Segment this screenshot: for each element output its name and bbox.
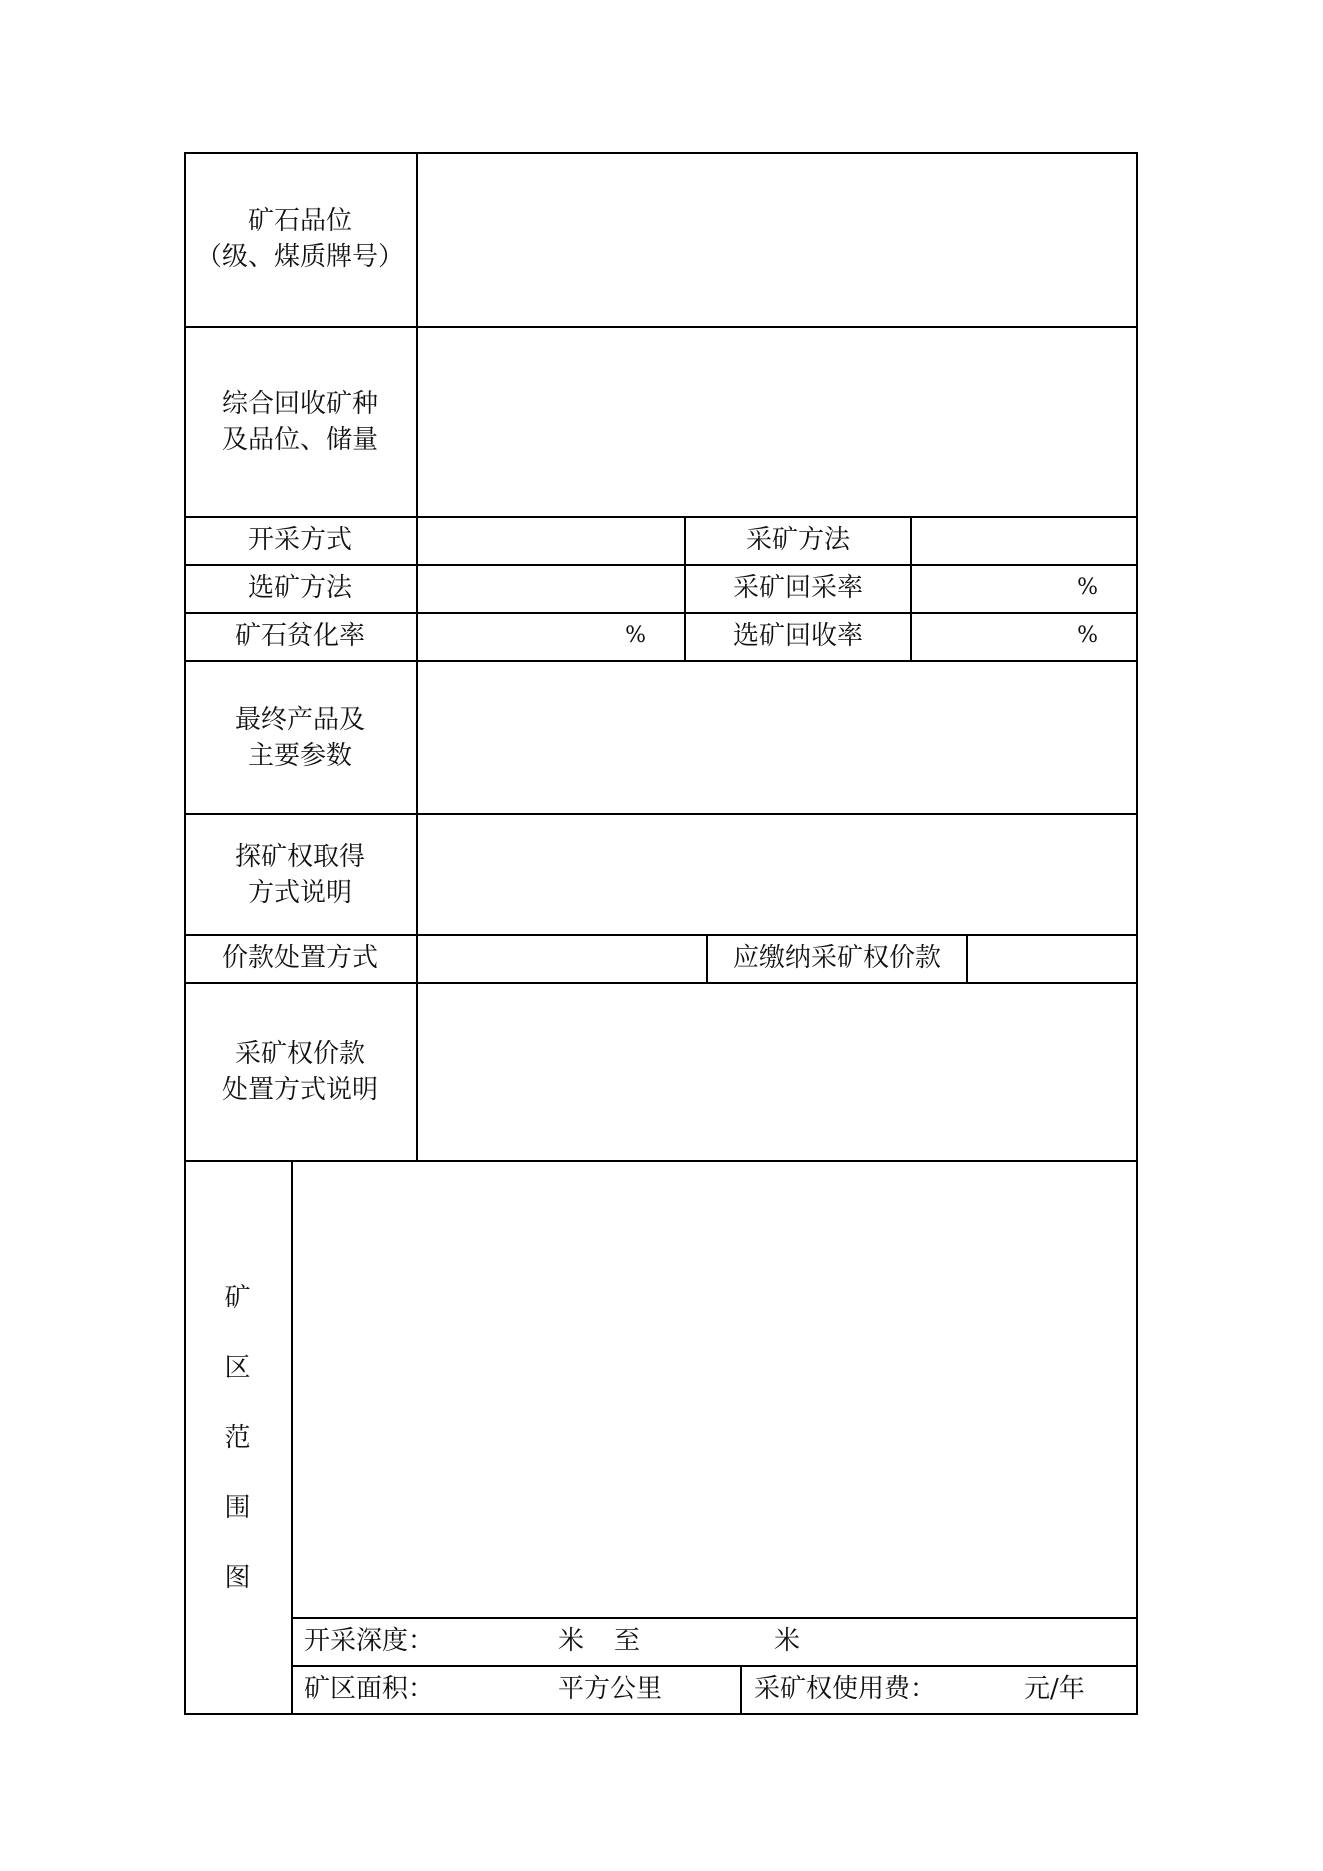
- price-disposal-explain-field[interactable]: [418, 984, 1136, 1160]
- exploration-right-field[interactable]: [418, 815, 1136, 934]
- recovered-minerals-field[interactable]: [418, 328, 1136, 516]
- mining-area-map-label: [184, 1162, 291, 1714]
- price-disposal-field[interactable]: [418, 936, 706, 982]
- mining-depth-label: 开采深度：: [304, 1626, 435, 1656]
- recovered-minerals-label-line2: 及品位、储量: [221, 425, 378, 455]
- ore-grade-label: [184, 152, 416, 326]
- price-explain-label-line1: 采矿权价款: [234, 1039, 365, 1069]
- map-label-char: 矿: [224, 1283, 251, 1313]
- beneficiation-method-label: 选矿方法: [247, 573, 352, 603]
- usage-fee-label: 采矿权使用费：: [754, 1674, 937, 1704]
- price-disposal-label: 价款处置方式: [221, 943, 378, 973]
- beneficiation-method-field[interactable]: [418, 566, 684, 612]
- depth-unit-meter: 米: [774, 1626, 801, 1656]
- exploration-right-label-line1: 探矿权取得: [234, 841, 365, 872]
- map-label-char: 区: [224, 1353, 251, 1383]
- exploration-right-label: [184, 815, 416, 934]
- price-disposal-explain-label: [184, 984, 416, 1160]
- payable-price-label: 应缴纳采矿权价款: [732, 943, 941, 973]
- mining-mode-field[interactable]: [418, 518, 684, 564]
- map-label-char: 图: [224, 1563, 251, 1593]
- map-label-char: 围: [224, 1493, 251, 1523]
- usage-fee-field[interactable]: [939, 1667, 1009, 1713]
- mining-area-size-field[interactable]: [434, 1667, 554, 1713]
- ore-grade-label-line2: （级、煤质牌号）: [195, 242, 404, 272]
- depth-unit-meter: 米: [558, 1626, 585, 1656]
- ore-dilution-rate-field[interactable]: [418, 612, 684, 660]
- usage-fee-unit: 元/年: [1024, 1674, 1085, 1704]
- beneficiation-recovery-rate-field[interactable]: [912, 612, 1136, 660]
- mining-area-size-label: 矿区面积：: [304, 1674, 435, 1704]
- final-product-label: [184, 662, 416, 813]
- recovered-minerals-label-line1: 综合回收矿种: [221, 389, 378, 419]
- table-border-bottom: [184, 1713, 1138, 1715]
- percent-unit: %: [1077, 623, 1098, 648]
- map-label-char: 范: [224, 1423, 251, 1453]
- exploration-right-label-line2: 方式说明: [247, 877, 352, 908]
- depth-to-label: 至: [614, 1626, 641, 1656]
- payable-price-field[interactable]: [968, 936, 1136, 982]
- column-divider: [740, 1665, 742, 1714]
- final-product-label-line2: 主要参数: [247, 740, 352, 771]
- mining-depth-from-field[interactable]: [434, 1619, 554, 1665]
- mining-rights-form-table: [184, 152, 1138, 1714]
- table-border-right: [1136, 152, 1138, 1714]
- ore-dilution-rate-label: 矿石贫化率: [234, 621, 365, 651]
- mining-method-field[interactable]: [912, 518, 1136, 564]
- mining-depth-to-field[interactable]: [654, 1619, 764, 1665]
- mining-area-map-field[interactable]: [293, 1162, 1136, 1617]
- price-explain-label-line2: 处置方式说明: [221, 1075, 378, 1105]
- mining-recovery-rate-label: 采矿回采率: [732, 573, 863, 603]
- final-product-field[interactable]: [418, 662, 1136, 813]
- mining-method-label: 采矿方法: [745, 525, 850, 555]
- area-unit: 平方公里: [558, 1674, 663, 1704]
- recovered-minerals-label: [184, 328, 416, 516]
- ore-grade-label-line1: 矿石品位: [247, 206, 352, 236]
- percent-unit: %: [625, 623, 646, 648]
- mining-recovery-rate-field[interactable]: [912, 564, 1136, 612]
- percent-unit: %: [1077, 575, 1098, 600]
- mining-mode-label: 开采方式: [247, 525, 352, 555]
- beneficiation-recovery-rate-label: 选矿回收率: [732, 621, 863, 651]
- ore-grade-field[interactable]: [418, 154, 1136, 326]
- final-product-label-line1: 最终产品及: [234, 704, 365, 735]
